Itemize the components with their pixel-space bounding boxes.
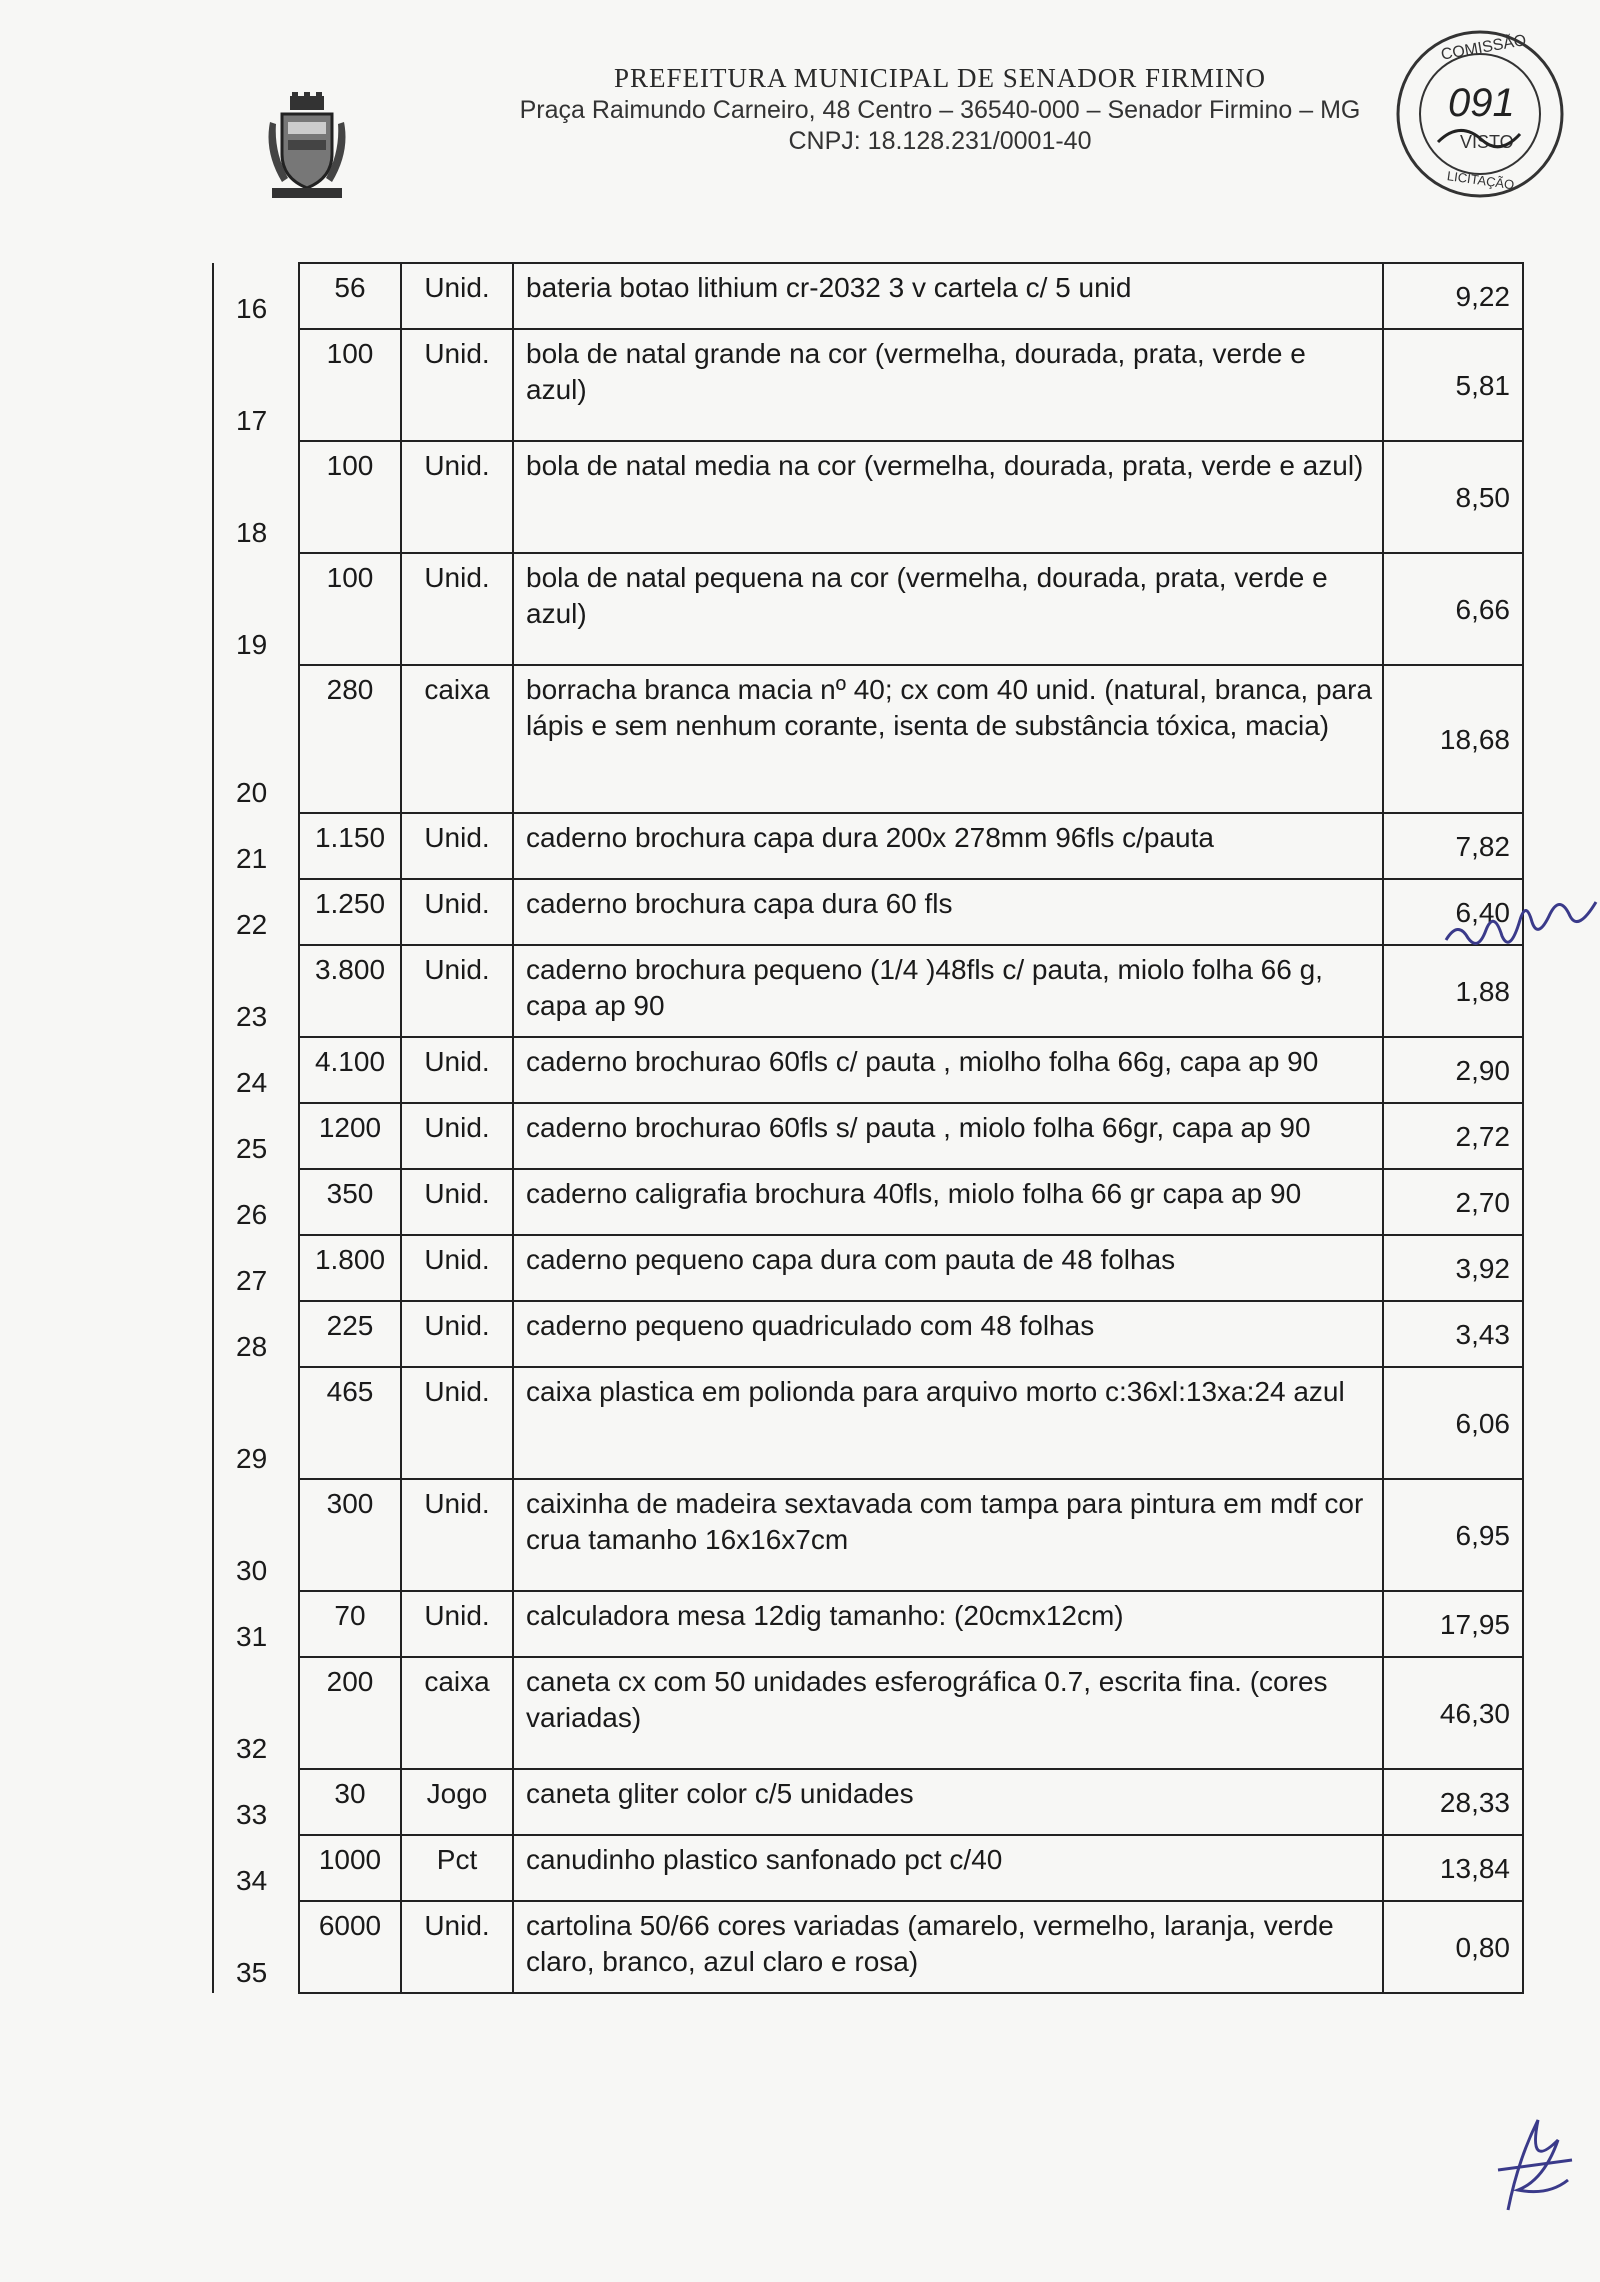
item-price: 3,43 xyxy=(1383,1301,1523,1367)
item-unit: Unid. xyxy=(401,1479,513,1591)
item-price: 6,95 xyxy=(1383,1479,1523,1591)
item-price: 2,90 xyxy=(1383,1037,1523,1103)
item-unit: Unid. xyxy=(401,1591,513,1657)
item-unit: Jogo xyxy=(401,1769,513,1835)
table-row xyxy=(213,945,1523,1037)
item-description: caderno brochura capa dura 60 fls xyxy=(513,879,1383,945)
table-row xyxy=(213,665,1523,813)
table-row xyxy=(213,1479,1523,1591)
stamp-top-text: COMISSÃO xyxy=(1439,31,1528,64)
item-quantity: 225 xyxy=(299,1301,401,1367)
item-price: 18,68 xyxy=(1383,665,1523,813)
table-row xyxy=(213,1169,1523,1235)
item-unit: Unid. xyxy=(401,553,513,665)
item-number: 19 xyxy=(213,553,299,665)
item-description: caderno brochura capa dura 200x 278mm 96fls c/pauta xyxy=(513,813,1383,879)
item-price: 8,50 xyxy=(1383,441,1523,553)
item-unit: Unid. xyxy=(401,1235,513,1301)
item-unit: Unid. xyxy=(401,1901,513,1993)
item-number: 29 xyxy=(213,1367,299,1479)
item-number: 17 xyxy=(213,329,299,441)
item-unit: Unid. xyxy=(401,945,513,1037)
item-description: bola de natal pequena na cor (vermelha, dourada, prata, verde e azul) xyxy=(513,553,1383,665)
item-description: caderno brochurao 60fls c/ pauta , miolho folha 66g, capa ap 90 xyxy=(513,1037,1383,1103)
table-row xyxy=(213,1301,1523,1367)
commission-stamp xyxy=(1390,24,1570,204)
item-description: caixinha de madeira sextavada com tampa para pintura em mdf cor crua tamanho 16x16x7cm xyxy=(513,1479,1383,1591)
item-unit: Unid. xyxy=(401,263,513,329)
item-description: caneta gliter color c/5 unidades xyxy=(513,1769,1383,1835)
item-description: bateria botao lithium cr-2032 3 v cartela c/ 5 unid xyxy=(513,263,1383,329)
item-number: 35 xyxy=(213,1901,299,1993)
item-number: 16 xyxy=(213,263,299,329)
item-price: 1,88 xyxy=(1383,945,1523,1037)
table-row xyxy=(213,1835,1523,1901)
item-price: 46,30 xyxy=(1383,1657,1523,1769)
table-row xyxy=(213,263,1523,329)
item-description: cartolina 50/66 cores variadas (amarelo, vermelho, laranja, verde claro, branco, azul claro e rosa) xyxy=(513,1901,1383,1993)
items-table-body xyxy=(213,263,1523,1993)
table-row xyxy=(213,813,1523,879)
item-number: 31 xyxy=(213,1591,299,1657)
item-price: 6,06 xyxy=(1383,1367,1523,1479)
item-quantity: 6000 xyxy=(299,1901,401,1993)
item-description: canudinho plastico sanfonado pct c/40 xyxy=(513,1835,1383,1901)
item-number: 32 xyxy=(213,1657,299,1769)
table-row xyxy=(213,553,1523,665)
item-description: caderno brochurao 60fls s/ pauta , miolo folha 66gr, capa ap 90 xyxy=(513,1103,1383,1169)
item-description: bola de natal grande na cor (vermelha, dourada, prata, verde e azul) xyxy=(513,329,1383,441)
item-price: 3,92 xyxy=(1383,1235,1523,1301)
item-price: 5,81 xyxy=(1383,329,1523,441)
item-price: 9,22 xyxy=(1383,263,1523,329)
table-row xyxy=(213,879,1523,945)
item-unit: Unid. xyxy=(401,813,513,879)
item-quantity: 100 xyxy=(299,329,401,441)
item-quantity: 1000 xyxy=(299,1835,401,1901)
table-row xyxy=(213,441,1523,553)
item-unit: Unid. xyxy=(401,879,513,945)
item-price: 6,66 xyxy=(1383,553,1523,665)
rubric-signature xyxy=(1440,880,1600,960)
item-number: 27 xyxy=(213,1235,299,1301)
item-quantity: 4.100 xyxy=(299,1037,401,1103)
item-description: calculadora mesa 12dig tamanho: (20cmx12cm) xyxy=(513,1591,1383,1657)
item-description: bola de natal media na cor (vermelha, dourada, prata, verde e azul) xyxy=(513,441,1383,553)
item-price: 7,82 xyxy=(1383,813,1523,879)
item-quantity: 70 xyxy=(299,1591,401,1657)
svg-text:LICITAÇÃO xyxy=(1446,168,1515,192)
item-number: 22 xyxy=(213,879,299,945)
table-row xyxy=(213,1591,1523,1657)
letterhead xyxy=(440,62,1440,156)
table-row xyxy=(213,1367,1523,1479)
item-price: 6,40 xyxy=(1383,879,1523,945)
item-unit: Unid. xyxy=(401,1301,513,1367)
initials-signature xyxy=(1488,2100,1578,2220)
table-row xyxy=(213,1235,1523,1301)
item-number: 24 xyxy=(213,1037,299,1103)
svg-text:091 xyxy=(1448,81,1515,125)
item-number: 18 xyxy=(213,441,299,553)
item-unit: Unid. xyxy=(401,1169,513,1235)
item-quantity: 465 xyxy=(299,1367,401,1479)
item-description: caixa plastica em polionda para arquivo morto c:36xl:13xa:24 azul xyxy=(513,1367,1383,1479)
item-quantity: 3.800 xyxy=(299,945,401,1037)
item-description: borracha branca macia nº 40; cx com 40 unid. (natural, branca, para lápis e sem nenhum corante, isenta de substância tóxica, macia) xyxy=(513,665,1383,813)
table-row xyxy=(213,1657,1523,1769)
item-unit: caixa xyxy=(401,1657,513,1769)
item-number: 25 xyxy=(213,1103,299,1169)
item-unit: Unid. xyxy=(401,1103,513,1169)
table-row xyxy=(213,1901,1523,1993)
item-number: 23 xyxy=(213,945,299,1037)
item-description: caderno brochura pequeno (1/4 )48fls c/ pauta, miolo folha 66 g, capa ap 90 xyxy=(513,945,1383,1037)
item-quantity: 1.150 xyxy=(299,813,401,879)
item-quantity: 350 xyxy=(299,1169,401,1235)
item-price: 28,33 xyxy=(1383,1769,1523,1835)
svg-text:COMISSÃO xyxy=(1439,29,1527,64)
item-number: 34 xyxy=(213,1835,299,1901)
item-quantity: 1200 xyxy=(299,1103,401,1169)
table-row xyxy=(213,1103,1523,1169)
item-number: 30 xyxy=(213,1479,299,1591)
item-quantity: 300 xyxy=(299,1479,401,1591)
item-quantity: 1.250 xyxy=(299,879,401,945)
item-unit: Unid. xyxy=(401,441,513,553)
item-quantity: 56 xyxy=(299,263,401,329)
item-price: 0,80 xyxy=(1383,1901,1523,1993)
item-number: 26 xyxy=(213,1169,299,1235)
item-quantity: 30 xyxy=(299,1769,401,1835)
item-number: 21 xyxy=(213,813,299,879)
item-unit: Pct xyxy=(401,1835,513,1901)
item-quantity: 100 xyxy=(299,441,401,553)
item-description: caderno pequeno capa dura com pauta de 48 folhas xyxy=(513,1235,1383,1301)
item-price: 2,72 xyxy=(1383,1103,1523,1169)
municipal-crest-icon xyxy=(262,92,352,204)
item-quantity: 1.800 xyxy=(299,1235,401,1301)
item-price: 2,70 xyxy=(1383,1169,1523,1235)
stamp-number: 091 xyxy=(1448,81,1515,125)
item-number: 20 xyxy=(213,665,299,813)
item-price: 17,95 xyxy=(1383,1591,1523,1657)
item-unit: Unid. xyxy=(401,1037,513,1103)
table-row xyxy=(213,329,1523,441)
item-number: 28 xyxy=(213,1301,299,1367)
item-unit: Unid. xyxy=(401,1367,513,1479)
item-quantity: 200 xyxy=(299,1657,401,1769)
item-quantity: 100 xyxy=(299,553,401,665)
org-address: Praça Raimundo Carneiro, 48 Centro – 36540-000 – Senador Firmino – MG xyxy=(519,96,1361,124)
item-unit: Unid. xyxy=(401,329,513,441)
stamp-visto: VISTO xyxy=(1460,132,1514,152)
item-price: 13,84 xyxy=(1383,1835,1523,1901)
item-quantity: 280 xyxy=(299,665,401,813)
item-description: caderno pequeno quadriculado com 48 folhas xyxy=(513,1301,1383,1367)
item-unit: caixa xyxy=(401,665,513,813)
item-number: 33 xyxy=(213,1769,299,1835)
org-cnpj: CNPJ: 18.128.231/0001-40 xyxy=(788,127,1092,155)
items-table xyxy=(212,262,1524,1994)
org-name: PREFEITURA MUNICIPAL DE SENADOR FIRMINO xyxy=(613,63,1267,93)
table-row xyxy=(213,1769,1523,1835)
stamp-bottom-text: LICITAÇÃO xyxy=(1446,168,1516,193)
table-row xyxy=(213,1037,1523,1103)
item-description: caderno caligrafia brochura 40fls, miolo folha 66 gr capa ap 90 xyxy=(513,1169,1383,1235)
item-description: caneta cx com 50 unidades esferográfica 0.7, escrita fina. (cores variadas) xyxy=(513,1657,1383,1769)
